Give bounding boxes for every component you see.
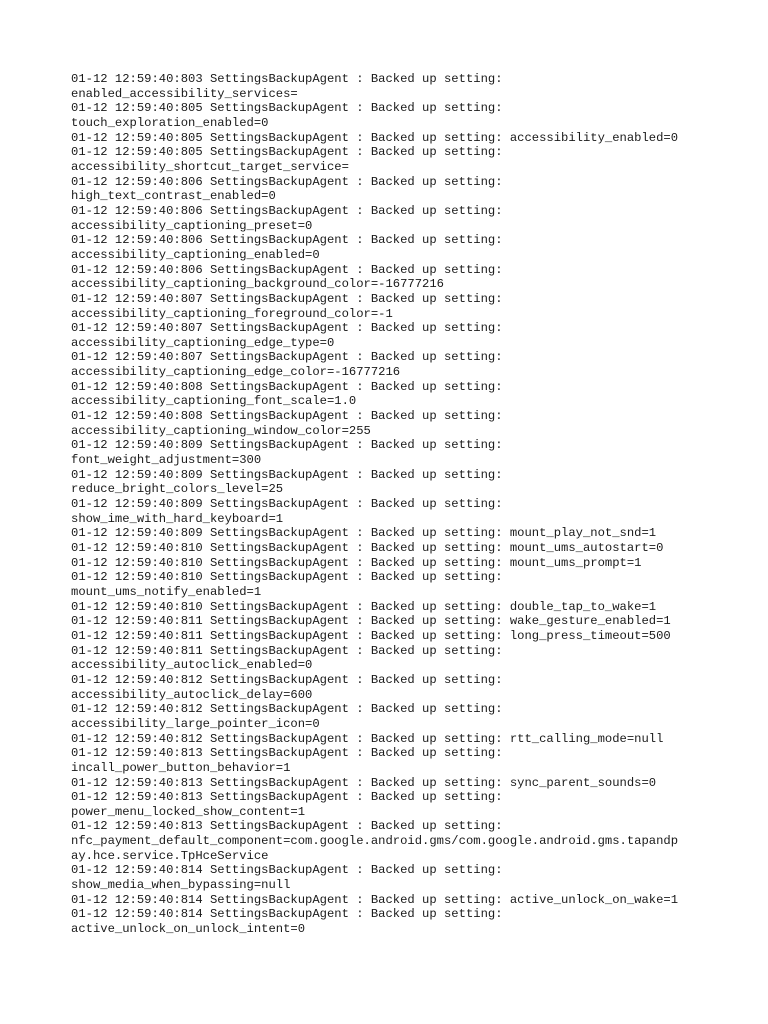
log-line: ay.hce.service.TpHceService (71, 848, 269, 863)
log-line: 01-12 12:59:40:803 SettingsBackupAgent : Backed up setting: (71, 72, 503, 86)
log-line: 01-12 12:59:40:805 SettingsBackupAgent : Backed up setting: accessibility_enabled=0 (71, 130, 679, 145)
log-line: 01-12 12:59:40:811 SettingsBackupAgent : Backed up setting: long_press_timeout=500 (71, 628, 671, 643)
log-line: 01-12 12:59:40:810 SettingsBackupAgent : Backed up setting: (71, 570, 503, 585)
log-line: accessibility_captioning_background_color=-16777216 (71, 277, 444, 292)
log-line: show_media_when_bypassing=null (71, 878, 291, 893)
log-line: accessibility_captioning_enabled=0 (71, 247, 320, 262)
log-line: 01-12 12:59:40:810 SettingsBackupAgent : Backed up setting: mount_ums_prompt=1 (71, 555, 642, 570)
log-line: 01-12 12:59:40:814 SettingsBackupAgent : Backed up setting: (71, 907, 503, 922)
log-line: 01-12 12:59:40:806 SettingsBackupAgent : Backed up setting: (71, 174, 503, 189)
log-line: reduce_bright_colors_level=25 (71, 482, 284, 497)
log-line: 01-12 12:59:40:811 SettingsBackupAgent : Backed up setting: (71, 643, 503, 658)
log-line: 01-12 12:59:40:814 SettingsBackupAgent : Backed up setting: (71, 863, 503, 878)
log-line: 01-12 12:59:40:807 SettingsBackupAgent : Backed up setting: (71, 321, 503, 336)
log-line: show_ime_with_hard_keyboard=1 (71, 511, 284, 526)
log-line: 01-12 12:59:40:811 SettingsBackupAgent : Backed up setting: wake_gesture_enabled=1 (71, 614, 671, 629)
log-line: accessibility_captioning_window_color=255 (71, 423, 371, 438)
log-line: 01-12 12:59:40:806 SettingsBackupAgent : Backed up setting: (71, 262, 503, 277)
log-line: accessibility_large_pointer_icon=0 (71, 716, 320, 731)
log-line: 01-12 12:59:40:812 SettingsBackupAgent : Backed up setting: (71, 672, 503, 687)
log-line: 01-12 12:59:40:813 SettingsBackupAgent : Backed up setting: (71, 819, 503, 834)
log-line: 01-12 12:59:40:813 SettingsBackupAgent : Backed up setting: (71, 790, 503, 805)
log-line: high_text_contrast_enabled=0 (71, 189, 276, 204)
log-line: 01-12 12:59:40:806 SettingsBackupAgent : Backed up setting: (71, 233, 503, 248)
log-line: 01-12 12:59:40:806 SettingsBackupAgent : Backed up setting: (71, 203, 503, 218)
log-line: accessibility_captioning_edge_type=0 (71, 335, 335, 350)
log-line: 01-12 12:59:40:809 SettingsBackupAgent : Backed up setting: (71, 438, 503, 453)
log-line: 01-12 12:59:40:808 SettingsBackupAgent : Backed up setting: (71, 379, 503, 394)
log-line: 01-12 12:59:40:807 SettingsBackupAgent : Backed up setting: (71, 350, 503, 365)
log-line: mount_ums_notify_enabled=1 (71, 584, 262, 599)
log-line: 01-12 12:59:40:808 SettingsBackupAgent : Backed up setting: (71, 409, 503, 424)
log-line: 01-12 12:59:40:809 SettingsBackupAgent : Backed up setting: (71, 467, 503, 482)
log-line: accessibility_autoclick_enabled=0 (71, 658, 313, 673)
log-line: active_unlock_on_unlock_intent=0 (71, 922, 306, 937)
log-line: 01-12 12:59:40:812 SettingsBackupAgent : Backed up setting: (71, 702, 503, 717)
log-line: enabled_accessibility_services= (71, 86, 298, 101)
log-line: 01-12 12:59:40:814 SettingsBackupAgent : Backed up setting: active_unlock_on_wake=1 (71, 892, 679, 907)
log-line: accessibility_captioning_font_scale=1.0 (71, 394, 357, 409)
log-line: 01-12 12:59:40:813 SettingsBackupAgent : Backed up setting: sync_parent_sounds=0 (71, 775, 657, 790)
log-line: nfc_payment_default_component=com.google.android.gms/com.google.android.gms.tapandp (71, 834, 679, 849)
log-line: 01-12 12:59:40:809 SettingsBackupAgent : Backed up setting: (71, 497, 503, 512)
log-line: 01-12 12:59:40:810 SettingsBackupAgent : Backed up setting: mount_ums_autostart=0 (71, 541, 664, 555)
log-line: accessibility_captioning_edge_color=-16777216 (71, 365, 401, 380)
log-line: 01-12 12:59:40:810 SettingsBackupAgent : Backed up setting: double_tap_to_wake=1 (71, 599, 657, 614)
log-line: font_weight_adjustment=300 (71, 453, 262, 468)
log-line: 01-12 12:59:40:812 SettingsBackupAgent : Backed up setting: rtt_calling_mode=null (71, 731, 664, 746)
log-line: accessibility_shortcut_target_service= (71, 159, 349, 174)
log-line: accessibility_captioning_foreground_color=-1 (71, 306, 393, 321)
log-line: 01-12 12:59:40:805 SettingsBackupAgent : Backed up setting: (71, 101, 503, 116)
log-line: touch_exploration_enabled=0 (71, 115, 269, 130)
log-line: accessibility_captioning_preset=0 (71, 218, 313, 233)
log-line: 01-12 12:59:40:813 SettingsBackupAgent : Backed up setting: (71, 746, 503, 761)
log-line: incall_power_button_behavior=1 (71, 760, 291, 775)
log-document (71, 72, 731, 937)
log-line: accessibility_autoclick_delay=600 (71, 687, 313, 702)
log-line: 01-12 12:59:40:809 SettingsBackupAgent : Backed up setting: mount_play_not_snd=1 (71, 526, 657, 541)
log-line: 01-12 12:59:40:807 SettingsBackupAgent : Backed up setting: (71, 291, 503, 306)
log-line: power_menu_locked_show_content=1 (71, 804, 306, 819)
log-line: 01-12 12:59:40:805 SettingsBackupAgent : Backed up setting: (71, 145, 503, 160)
